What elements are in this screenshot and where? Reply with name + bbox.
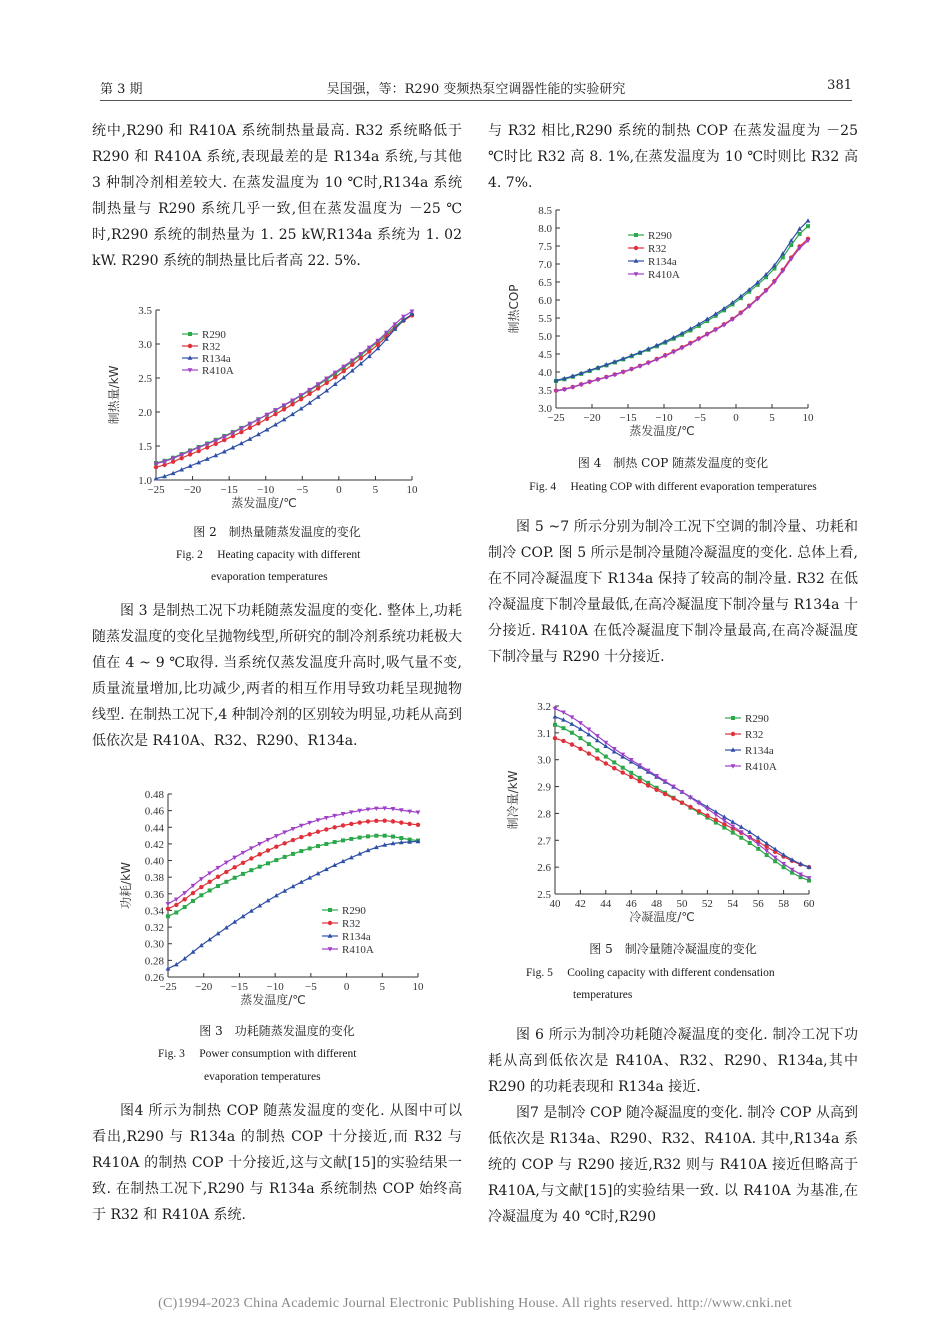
marker-R290 xyxy=(324,842,328,846)
y-tick-label: 3.0 xyxy=(138,339,152,351)
fig2-caption-en-1: Fig. 2 Heating capacity with different xyxy=(176,549,361,561)
marker-R290 xyxy=(183,905,187,909)
marker-R134a xyxy=(586,732,591,736)
marker-R290 xyxy=(224,880,228,884)
y-tick-label: 7.0 xyxy=(538,259,552,271)
marker-R290 xyxy=(553,723,557,727)
marker-R410A xyxy=(207,871,212,875)
marker-R32 xyxy=(341,823,345,827)
x-axis-label: 冷凝温度/℃ xyxy=(629,910,695,924)
marker-R32 xyxy=(367,349,371,353)
series-R410A xyxy=(553,707,812,881)
marker-R32 xyxy=(578,747,582,751)
marker-R32 xyxy=(199,885,203,889)
x-tick-label: −10 xyxy=(266,981,284,993)
running-title: 吴国强，等：R290 变频热泵空调器性能的实验研究 xyxy=(326,82,626,97)
marker-R32 xyxy=(224,870,228,874)
marker-R32 xyxy=(416,823,420,827)
page-header xyxy=(100,78,852,100)
marker-R290 xyxy=(561,726,565,730)
series-line-R134a xyxy=(156,314,412,479)
marker-R290 xyxy=(191,899,195,903)
x-tick-label: 0 xyxy=(336,484,342,496)
x-tick-label: 0 xyxy=(733,412,739,424)
marker-R410A xyxy=(570,715,575,719)
marker-R32 xyxy=(182,897,186,901)
marker-R290 xyxy=(266,861,270,865)
marker-R32 xyxy=(587,751,591,755)
marker-R32 xyxy=(714,818,718,822)
marker-R290 xyxy=(578,736,582,740)
series-line-R32 xyxy=(156,315,412,467)
fig4-caption-en: Fig. 4 Heating COP with different evaporation temperatures xyxy=(529,481,817,493)
fig3-caption-cn: 图 3 功耗随蒸发温度的变化 xyxy=(199,1024,355,1038)
series-R290 xyxy=(154,313,414,465)
legend-item-R32 xyxy=(182,341,220,353)
marker-R32 xyxy=(399,820,403,824)
legend-label: R290 xyxy=(745,713,769,725)
marker-R32 xyxy=(291,838,295,842)
marker-R32 xyxy=(316,830,320,834)
marker-R290 xyxy=(216,884,220,888)
y-tick-label: 2.5 xyxy=(537,889,551,901)
marker-R134a xyxy=(806,218,811,222)
series-R410A xyxy=(166,806,421,906)
marker-R290 xyxy=(383,834,387,838)
marker-R32 xyxy=(595,756,599,760)
y-tick-label: 3.0 xyxy=(538,403,552,415)
y-tick-label: 3.5 xyxy=(138,305,152,317)
legend-label: R32 xyxy=(202,341,221,353)
marker-R32 xyxy=(391,819,395,823)
marker-R134a xyxy=(553,714,558,718)
legend-item-R32 xyxy=(628,243,666,255)
marker-R410A xyxy=(722,819,727,823)
marker-R290 xyxy=(366,834,370,838)
marker-R32 xyxy=(349,822,353,826)
marker-R290 xyxy=(166,914,170,918)
y-tick-label: 5.0 xyxy=(538,331,552,343)
marker-R290 xyxy=(349,837,353,841)
marker-R290 xyxy=(188,332,192,336)
x-axis-label: 蒸发温度/℃ xyxy=(231,496,297,510)
marker-R32 xyxy=(374,819,378,823)
marker-R290 xyxy=(208,888,212,892)
series-line-R290 xyxy=(556,226,808,381)
marker-R32 xyxy=(764,845,768,849)
marker-R32 xyxy=(328,921,332,925)
series-R32 xyxy=(154,313,414,469)
x-tick-label: 5 xyxy=(769,412,775,424)
x-tick-label: −20 xyxy=(195,981,213,993)
x-tick-label: −25 xyxy=(547,412,565,424)
x-tick-label: 60 xyxy=(803,898,815,910)
series-line-R32 xyxy=(168,821,418,909)
marker-R290 xyxy=(604,755,608,759)
fig2-caption-en-2: evaporation temperatures xyxy=(211,571,328,583)
y-tick-label: 5.5 xyxy=(538,313,552,325)
legend-item-R290 xyxy=(725,713,769,725)
legend-label: R290 xyxy=(202,329,226,341)
marker-R134a xyxy=(764,841,769,845)
y-tick-label: 0.36 xyxy=(144,888,164,901)
y-tick-label: 1.0 xyxy=(138,475,152,487)
header-rule xyxy=(100,100,852,101)
legend-item-R134a xyxy=(182,353,231,365)
legend-label: R134a xyxy=(648,256,677,268)
marker-R32 xyxy=(299,835,303,839)
series-R410A xyxy=(154,310,415,467)
marker-R290 xyxy=(341,838,345,842)
marker-R32 xyxy=(671,796,675,800)
marker-R290 xyxy=(731,716,735,720)
fig5-caption-en-2: temperatures xyxy=(573,989,633,1001)
marker-R290 xyxy=(249,868,253,872)
x-tick-label: 40 xyxy=(549,898,561,910)
x-tick-label: −10 xyxy=(257,484,275,496)
marker-R32 xyxy=(333,375,337,379)
marker-R290 xyxy=(756,847,760,851)
x-tick-label: −20 xyxy=(183,484,202,496)
marker-R32 xyxy=(166,907,170,911)
marker-R32 xyxy=(634,246,638,250)
marker-R32 xyxy=(249,856,253,860)
marker-R32 xyxy=(612,766,616,770)
legend-item-R32 xyxy=(725,729,763,741)
marker-R290 xyxy=(328,908,332,912)
y-tick-label: 0.26 xyxy=(144,972,164,984)
fig5-chart xyxy=(505,698,830,930)
marker-R290 xyxy=(399,836,403,840)
legend-label: R134a xyxy=(342,931,371,943)
y-axis-label: 制热量/kW xyxy=(107,365,121,425)
x-tick-label: 58 xyxy=(778,898,790,910)
marker-R32 xyxy=(316,386,320,390)
x-tick-label: 44 xyxy=(600,898,612,910)
marker-R290 xyxy=(316,844,320,848)
series-R290 xyxy=(554,224,810,383)
x-tick-label: 50 xyxy=(676,898,688,910)
marker-R32 xyxy=(570,742,574,746)
marker-R290 xyxy=(612,760,616,764)
marker-R290 xyxy=(174,910,178,914)
marker-R290 xyxy=(299,849,303,853)
y-tick-label: 0.34 xyxy=(144,905,164,918)
marker-R32 xyxy=(324,381,328,385)
marker-R290 xyxy=(333,840,337,844)
marker-R32 xyxy=(282,841,286,845)
marker-R290 xyxy=(739,836,743,840)
y-tick-label: 6.5 xyxy=(538,277,552,289)
y-tick-label: 1.5 xyxy=(138,441,152,453)
marker-R32 xyxy=(307,392,311,396)
x-tick-label: −5 xyxy=(304,981,317,993)
marker-R32 xyxy=(553,736,557,740)
y-tick-label: 3.5 xyxy=(538,385,552,397)
marker-R290 xyxy=(765,853,769,857)
fig5-caption-en-1: Fig. 5 Cooling capacity with different condensation xyxy=(526,967,775,979)
y-axis-label: 制热COP xyxy=(507,284,521,334)
marker-R290 xyxy=(731,831,735,835)
marker-R32 xyxy=(307,832,311,836)
marker-R32 xyxy=(232,865,236,869)
x-tick-label: −15 xyxy=(619,412,637,424)
x-tick-label: 0 xyxy=(343,981,350,993)
legend-item-R410A xyxy=(628,269,680,281)
marker-R32 xyxy=(359,356,363,360)
legend-label: R134a xyxy=(745,745,774,757)
marker-R134a xyxy=(722,306,727,310)
legend-item-R290 xyxy=(628,230,672,242)
marker-R32 xyxy=(654,788,658,792)
marker-R290 xyxy=(570,731,574,735)
fig2-chart xyxy=(100,298,440,513)
marker-R32 xyxy=(174,903,178,907)
legend-label: R32 xyxy=(342,918,361,930)
marker-R32 xyxy=(663,792,667,796)
x-tick-label: −25 xyxy=(147,484,165,496)
left-paragraph-2: 图 3 是制热工况下功耗随蒸发温度的变化. 整体上,功耗随蒸发温度的变化呈抛物线型,所研究的制冷剂系统功耗极大值在 4 ~ 9 ℃取得. 当系统仅蒸发温度升高时,吸气量不变,质量流量增加,比功减少,两者的相互作用导致功耗呈现抛物线型. 在制热工况下,4 种制冷剂的区别较为明显,功耗从高到低依次是 R410A、R32、R290、R134a. xyxy=(92,603,462,749)
series-line-R410A xyxy=(168,808,418,904)
legend-label: R134a xyxy=(202,353,231,365)
y-axis-label: 功耗/kW xyxy=(119,862,133,909)
y-tick-label: 0.44 xyxy=(144,822,164,835)
y-tick-label: 3.2 xyxy=(537,701,551,713)
x-tick-label: −5 xyxy=(296,484,309,496)
legend-item-R134a xyxy=(628,256,677,268)
legend-label: R410A xyxy=(202,365,234,377)
y-tick-label: 4.5 xyxy=(538,349,552,361)
fig3-chart xyxy=(100,782,440,1012)
marker-R32 xyxy=(257,852,261,856)
marker-R290 xyxy=(308,846,312,850)
marker-R290 xyxy=(199,893,203,897)
y-tick-label: 0.32 xyxy=(144,922,164,935)
marker-R290 xyxy=(258,865,262,869)
marker-R32 xyxy=(637,779,641,783)
y-tick-label: 4.0 xyxy=(538,367,552,379)
marker-R134a xyxy=(224,925,229,929)
marker-R32 xyxy=(188,344,192,348)
marker-R134a xyxy=(299,406,304,410)
series-line-R134a xyxy=(168,841,418,968)
marker-R32 xyxy=(332,825,336,829)
marker-R32 xyxy=(266,848,270,852)
legend-item-R134a xyxy=(322,931,371,943)
legend-item-R410A xyxy=(322,944,374,956)
x-tick-label: 10 xyxy=(406,484,418,496)
y-tick-label: 2.7 xyxy=(537,835,551,848)
x-axis-label: 蒸发温度/℃ xyxy=(629,424,695,438)
marker-R32 xyxy=(342,369,346,373)
y-tick-label: 8.5 xyxy=(538,205,552,217)
legend-item-R410A xyxy=(182,365,234,377)
x-tick-label: −10 xyxy=(655,412,673,424)
series-R32 xyxy=(166,818,420,911)
marker-R32 xyxy=(207,880,211,884)
marker-R32 xyxy=(731,732,735,736)
x-tick-label: −25 xyxy=(159,981,177,993)
marker-R290 xyxy=(374,834,378,838)
y-tick-label: 0.28 xyxy=(144,955,164,968)
page-number: 381 xyxy=(827,78,852,93)
marker-R290 xyxy=(798,232,802,236)
series-R134a xyxy=(554,218,811,382)
marker-R290 xyxy=(391,835,395,839)
marker-R32 xyxy=(629,775,633,779)
marker-R32 xyxy=(604,761,608,765)
marker-R290 xyxy=(806,224,810,228)
x-tick-label: −20 xyxy=(583,412,601,424)
marker-R290 xyxy=(748,841,752,845)
left-paragraph-1: 统中,R290 和 R410A 系统制热量最高. R32 系统略低于 R290 和 R410A 系统,表现最差的是 R134a 系统,与其他 3 种制冷剂相差较大. 在蒸发温度为 10 ℃时,R134a 系统制热量与 R290 系统几乎一致,但在蒸发温度为 －25 ℃时,R290 系统的制热量为 1. 25 kW,R134a 系统为 1. 02 kW. R290 系统的制热量比后者高 22. 5%. xyxy=(92,123,462,269)
issue-number: 第 3 期 xyxy=(100,82,143,97)
marker-R290 xyxy=(634,233,638,237)
marker-R32 xyxy=(407,822,411,826)
x-tick-label: 56 xyxy=(752,898,764,910)
y-tick-label: 3.1 xyxy=(537,727,551,740)
fig2-caption-cn: 图 2 制热量随蒸发温度的变化 xyxy=(193,525,361,539)
marker-R290 xyxy=(595,748,599,752)
x-tick-label: 54 xyxy=(727,898,739,910)
marker-R32 xyxy=(382,818,386,822)
y-tick-label: 2.0 xyxy=(138,407,152,419)
marker-R410A xyxy=(166,902,171,906)
marker-R410A xyxy=(713,813,718,817)
legend-item-R290 xyxy=(182,329,226,341)
marker-R290 xyxy=(274,858,278,862)
x-tick-label: 5 xyxy=(372,484,379,496)
fig4-caption-cn: 图 4 制热 COP 随蒸发温度的变化 xyxy=(577,456,769,470)
x-tick-label: −5 xyxy=(694,412,706,424)
marker-R32 xyxy=(621,770,625,774)
marker-R32 xyxy=(324,827,328,831)
y-tick-label: 0.38 xyxy=(144,872,164,885)
y-tick-label: 6.0 xyxy=(538,295,552,307)
marker-R32 xyxy=(697,809,701,813)
y-tick-label: 2.5 xyxy=(138,373,152,385)
marker-R32 xyxy=(350,363,354,367)
copyright-footer: (C)1994-2023 China Academic Journal Electronic Publishing House. All rights reserved. http://www.cnki.net xyxy=(158,1296,792,1311)
marker-R134a xyxy=(174,962,179,966)
marker-R290 xyxy=(587,742,591,746)
marker-R290 xyxy=(629,771,633,775)
legend-item-R32 xyxy=(322,918,360,930)
fig3-caption-en-1: Fig. 3 Power consumption with different xyxy=(158,1048,357,1060)
legend-label: R290 xyxy=(648,230,672,242)
y-tick-label: 0.30 xyxy=(144,938,164,951)
legend-label: R410A xyxy=(648,269,680,281)
right-paragraph-2: 图 5 ~7 所示分别为制冷工况下空调的制冷量、功耗和制冷 COP. 图 5 所示是制冷量随冷凝温度的变化. 总体上看,在不同冷凝温度下 R134a 保持了较高的制冷量. R32 在低冷凝温度下制冷量最低,在高冷凝温度下制冷量与 R134a 十分接近. R410A 在低冷凝温度下制冷量最高,在高冷凝温度下制冷量与 R290 十分接近. xyxy=(488,519,858,665)
fig5-caption-cn: 图 5 制冷量随冷凝温度的变化 xyxy=(589,942,757,956)
marker-R32 xyxy=(561,739,565,743)
legend-item-R134a xyxy=(725,745,774,757)
x-tick-label: 42 xyxy=(574,898,586,910)
x-tick-label: 10 xyxy=(412,981,424,993)
marker-R290 xyxy=(233,876,237,880)
left-paragraph-3: 图4 所示为制热 COP 随蒸发温度的变化. 从图中可以看出,R290 与 R134a 的制热 COP 十分接近,而 R32 与 R410A 的制热 COP 十分接近,这与文献[15]的实验结果一致. 在制热工况下,R290 与 R134a 系统制热 COP 始终高于 R32 和 R410A 系统. xyxy=(92,1103,462,1223)
marker-R290 xyxy=(621,766,625,770)
legend-label: R290 xyxy=(342,905,366,917)
legend-label: R410A xyxy=(342,944,374,956)
y-tick-label: 7.5 xyxy=(538,241,552,253)
y-tick-label: 3.0 xyxy=(537,754,551,767)
series-R134a xyxy=(166,839,421,971)
series-line-R134a xyxy=(556,221,808,380)
x-tick-label: −15 xyxy=(230,981,249,993)
x-tick-label: 5 xyxy=(379,981,386,993)
legend-label: R32 xyxy=(648,243,667,255)
y-tick-label: 0.40 xyxy=(144,855,164,868)
x-tick-label: 52 xyxy=(701,898,713,910)
y-tick-label: 8.0 xyxy=(538,223,552,235)
marker-R32 xyxy=(680,800,684,804)
y-axis-label: 制冷量/kW xyxy=(506,770,520,830)
series-line-R32 xyxy=(556,239,808,391)
marker-R32 xyxy=(646,783,650,787)
legend-label: R410A xyxy=(745,761,777,773)
x-tick-label: 48 xyxy=(651,898,663,910)
marker-R290 xyxy=(241,872,245,876)
marker-R290 xyxy=(358,836,362,840)
marker-R32 xyxy=(191,891,195,895)
marker-R290 xyxy=(283,855,287,859)
legend-item-R290 xyxy=(322,905,366,917)
y-tick-label: 2.8 xyxy=(537,808,551,821)
marker-R32 xyxy=(705,813,709,817)
marker-R290 xyxy=(291,852,295,856)
y-tick-label: 2.6 xyxy=(537,862,551,875)
marker-R32 xyxy=(366,819,370,823)
marker-R32 xyxy=(357,820,361,824)
right-paragraph-3: 图 6 所示为制冷功耗随冷凝温度的变化. 制冷工况下功耗从高到低依次是 R410A、R32、R290、R134a,其中 R290 的功耗表现和 R134a 接近. xyxy=(488,1027,858,1095)
marker-R32 xyxy=(688,805,692,809)
x-tick-label: 46 xyxy=(625,898,637,910)
fig4-chart xyxy=(507,200,830,445)
x-tick-label: 10 xyxy=(802,412,814,424)
legend-label: R32 xyxy=(745,729,764,741)
marker-R32 xyxy=(274,845,278,849)
right-paragraph-4: 图7 是制冷 COP 随冷凝温度的变化. 制冷 COP 从高到低依次是 R134a、R290、R32、R410A. 其中,R134a 系统的 COP 与 R290 接近,R32 则与 R410A 接近但略高于 R410A,与文献[15]的实验结果一致. 以 R410A 为基准,在冷凝温度为 40 ℃时,R290 xyxy=(488,1105,858,1225)
x-tick-label: −15 xyxy=(220,484,238,496)
y-tick-label: 0.42 xyxy=(144,838,164,851)
marker-R32 xyxy=(241,861,245,865)
y-tick-label: 2.9 xyxy=(537,781,551,794)
fig3-caption-en-2: evaporation temperatures xyxy=(204,1071,321,1083)
y-tick-label: 0.48 xyxy=(144,789,164,801)
right-paragraph-1: 与 R32 相比,R290 系统的制热 COP 在蒸发温度为 －25 ℃时比 R32 高 8. 1%,在蒸发温度为 10 ℃时则比 R32 高 4. 7%. xyxy=(488,123,858,191)
marker-R32 xyxy=(216,875,220,879)
y-tick-label: 0.46 xyxy=(144,805,164,818)
x-axis-label: 蒸发温度/℃ xyxy=(240,993,306,1007)
legend-item-R410A xyxy=(725,761,777,773)
series-line-R290 xyxy=(156,315,412,463)
series-R134a xyxy=(154,311,415,480)
